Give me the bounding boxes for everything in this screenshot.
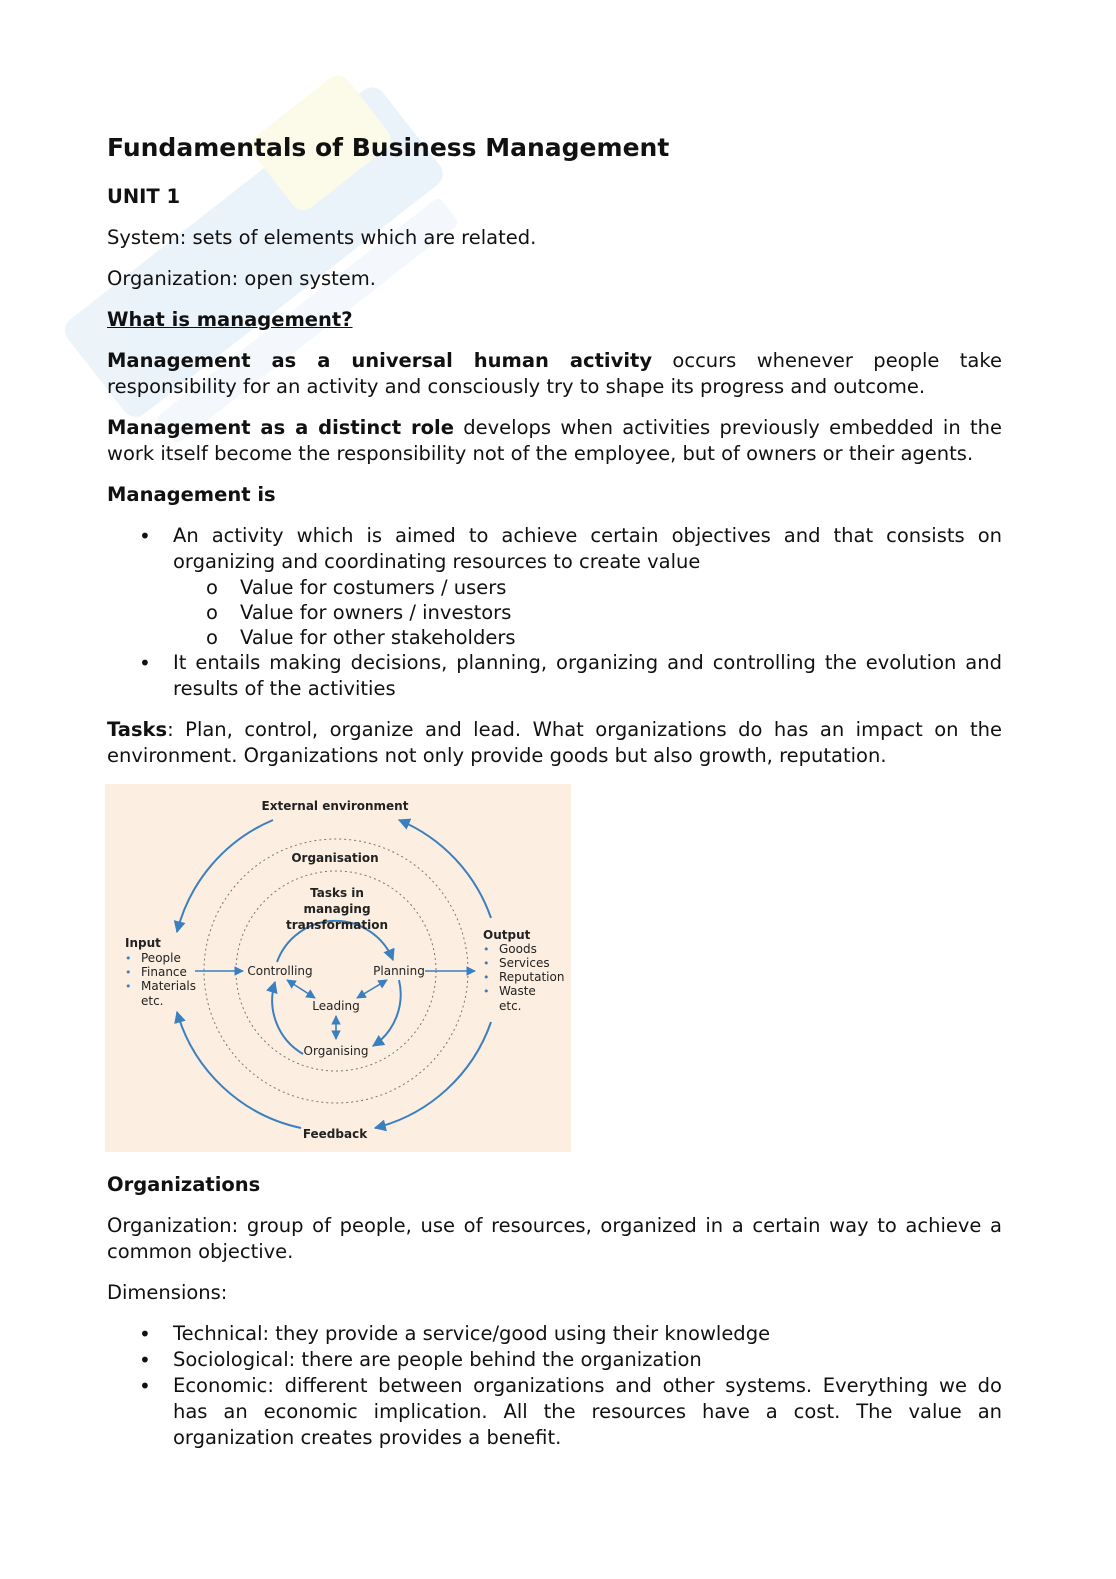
leading-arrow-left	[287, 980, 315, 998]
distinct-role-term: Management as a distinct role	[107, 416, 454, 439]
outer-arc-bottom-left	[177, 1012, 301, 1128]
list-item	[107, 523, 1002, 650]
output-item-goods: Goods	[499, 942, 537, 956]
planning-label: Planning	[373, 964, 425, 978]
outer-arc-bottom-right	[375, 1022, 491, 1128]
controlling-label: Controlling	[247, 964, 313, 978]
system-definition: System: sets of elements which are related.	[107, 226, 537, 249]
universal-activity-text: occurs whenever people take responsibility for an activity and consciously try to shape its progress and outcome.	[107, 349, 1002, 398]
value-sublist	[173, 575, 1002, 650]
what-is-management-heading: What is management?	[107, 308, 353, 331]
management-is-list	[107, 523, 1002, 702]
input-etc: etc.	[141, 994, 164, 1008]
output-item-services: Services	[499, 956, 550, 970]
tasks-text: : Plan, control, organize and lead. What organizations do has an impact on the environment. Organizations not only provide goods but also growth, reputation.	[107, 718, 1002, 767]
input-item-people: People	[141, 951, 181, 965]
output-item-reputation: Reputation	[499, 970, 565, 984]
input-bullet: •	[125, 980, 132, 993]
list-item: • Sociological: there are people behind the organization	[107, 1347, 1002, 1373]
tasks-label-line-3: transformation	[285, 918, 389, 932]
input-item-materials: Materials	[141, 979, 197, 993]
tasks-paragraph	[107, 717, 1002, 769]
input-title: Input	[125, 936, 161, 950]
cycle-arc-left	[272, 982, 303, 1054]
distinct-role-paragraph	[107, 415, 1002, 467]
output-etc: etc.	[499, 999, 522, 1013]
organisation-label: Organisation	[291, 851, 379, 865]
external-environment-label: External environment	[261, 799, 409, 813]
list-item: • Economic: different between organizations and other systems. Everything we do has an economic implication. All the resources have a cost. The value an organization creates provides a benefit.	[107, 1373, 1002, 1451]
distinct-role-text: develops when activities previously embedded in the work itself become the responsibility not of the employee, but of owners or their agents.	[107, 416, 1002, 465]
management-diagram	[105, 784, 571, 1152]
list-item-text: An activity which is aimed to achieve certain objectives and that consists on organizing and coordinating resources to create value	[173, 524, 1002, 573]
sublist-item: o Value for owners / investors	[173, 600, 1002, 625]
list-item	[107, 650, 1002, 702]
outer-arc-top-right	[399, 820, 491, 918]
leading-arrow-right	[357, 980, 387, 998]
dimensions-label: Dimensions:	[107, 1281, 228, 1304]
unit-heading: UNIT 1	[107, 185, 181, 208]
universal-activity-term: Management as a universal human activity	[107, 349, 653, 372]
outer-arc-top-left	[177, 820, 273, 932]
feedback-label: Feedback	[302, 1127, 368, 1141]
organising-label: Organising	[303, 1044, 369, 1058]
cycle-arc-right	[373, 980, 401, 1046]
sublist-item: o Value for costumers / users	[173, 575, 1002, 600]
organization-definition: Organization: open system.	[107, 267, 376, 290]
tasks-term: Tasks	[107, 718, 168, 741]
list-item: • Technical: they provide a service/good using their knowledge	[107, 1321, 1002, 1347]
management-is-heading: Management is	[107, 483, 276, 506]
input-bullet: •	[125, 952, 132, 965]
output-bullet: •	[483, 957, 490, 970]
tasks-label-line-2: managing	[303, 902, 371, 916]
diagram-svg	[105, 784, 571, 1152]
sublist-item: o Value for other stakeholders	[173, 625, 1002, 650]
input-bullet: •	[125, 966, 132, 979]
organizations-heading: Organizations	[107, 1173, 261, 1196]
output-bullet: •	[483, 971, 490, 984]
list-item-text: It entails making decisions, planning, organizing and controlling the evolution and results of the activities	[173, 651, 1002, 700]
leading-label: Leading	[312, 999, 360, 1013]
output-bullet: •	[483, 943, 490, 956]
dimensions-list	[107, 1321, 1002, 1451]
output-item-waste: Waste	[499, 984, 536, 998]
universal-activity-paragraph	[107, 348, 1002, 400]
document-title: Fundamentals of Business Management	[107, 133, 670, 162]
output-bullet: •	[483, 985, 490, 998]
organization-group-definition: Organization: group of people, use of resources, organized in a certain way to achieve a common objective.	[107, 1214, 1002, 1263]
document-page	[107, 128, 1002, 1466]
output-title: Output	[483, 928, 531, 942]
tasks-label-line-1: Tasks in	[310, 886, 364, 900]
input-item-finance: Finance	[141, 965, 187, 979]
